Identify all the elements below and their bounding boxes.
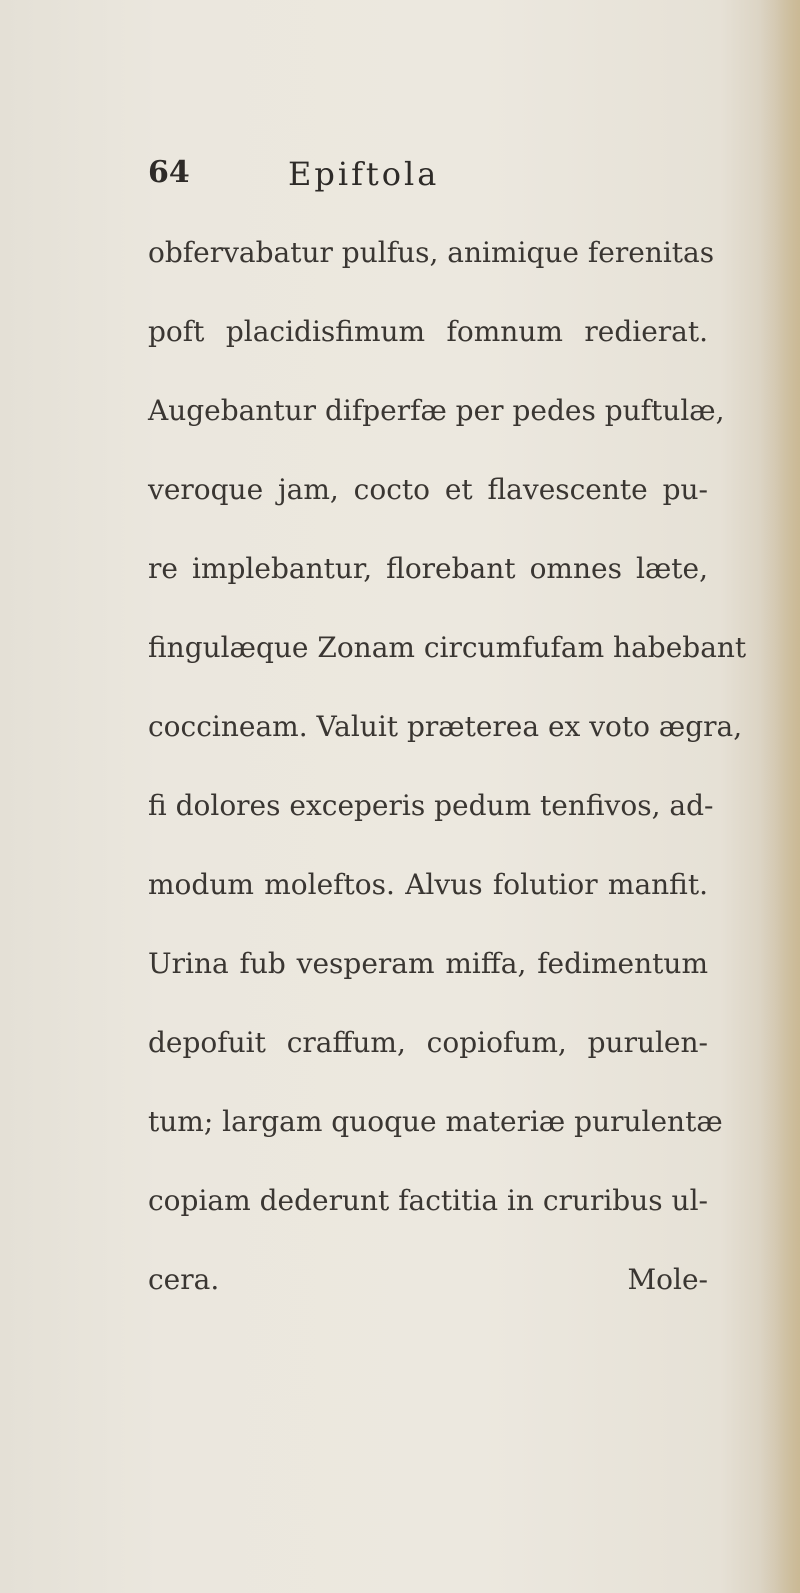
text-line: coccineam. Valuit præterea ex voto ægra, [148, 710, 743, 743]
text-line: tum; largam quoque materiæ purulentæ [148, 1105, 723, 1138]
running-head: Epiftola [288, 155, 440, 193]
text-line: fi dolores exceperis pedum tenfivos, ad- [148, 789, 714, 822]
page-number: 64 [148, 155, 190, 190]
text-line: depofuit craffum, copiofum, purulen- [148, 1026, 708, 1059]
text-line: modum moleftos. Alvus folutior manfit. [148, 868, 708, 901]
text-line: re implebantur, florebant omnes læte, [148, 552, 708, 585]
page-edge-shadow [760, 0, 800, 1593]
body-text [148, 213, 747, 1319]
text-line: Urina fub vesperam miffa, fedimentum [148, 947, 708, 980]
text-line: poft placidisfimum fomnum redierat. [148, 315, 708, 348]
text-line: copiam dederunt factitia in cruribus ul- [148, 1184, 708, 1217]
text-line-last [148, 1240, 708, 1319]
catchword: Mole- [627, 1263, 708, 1296]
last-line-text: cera. [148, 1263, 220, 1296]
page-header [148, 155, 708, 205]
text-line: veroque jam, cocto et flavescente pu- [148, 473, 708, 506]
text-line: fingulæque Zonam circumfufam habebant [148, 631, 747, 664]
text-line: obfervabatur pulfus, animique ferenitas [148, 236, 715, 269]
text-line: Augebantur difperfæ per pedes puftulæ, [148, 394, 725, 427]
